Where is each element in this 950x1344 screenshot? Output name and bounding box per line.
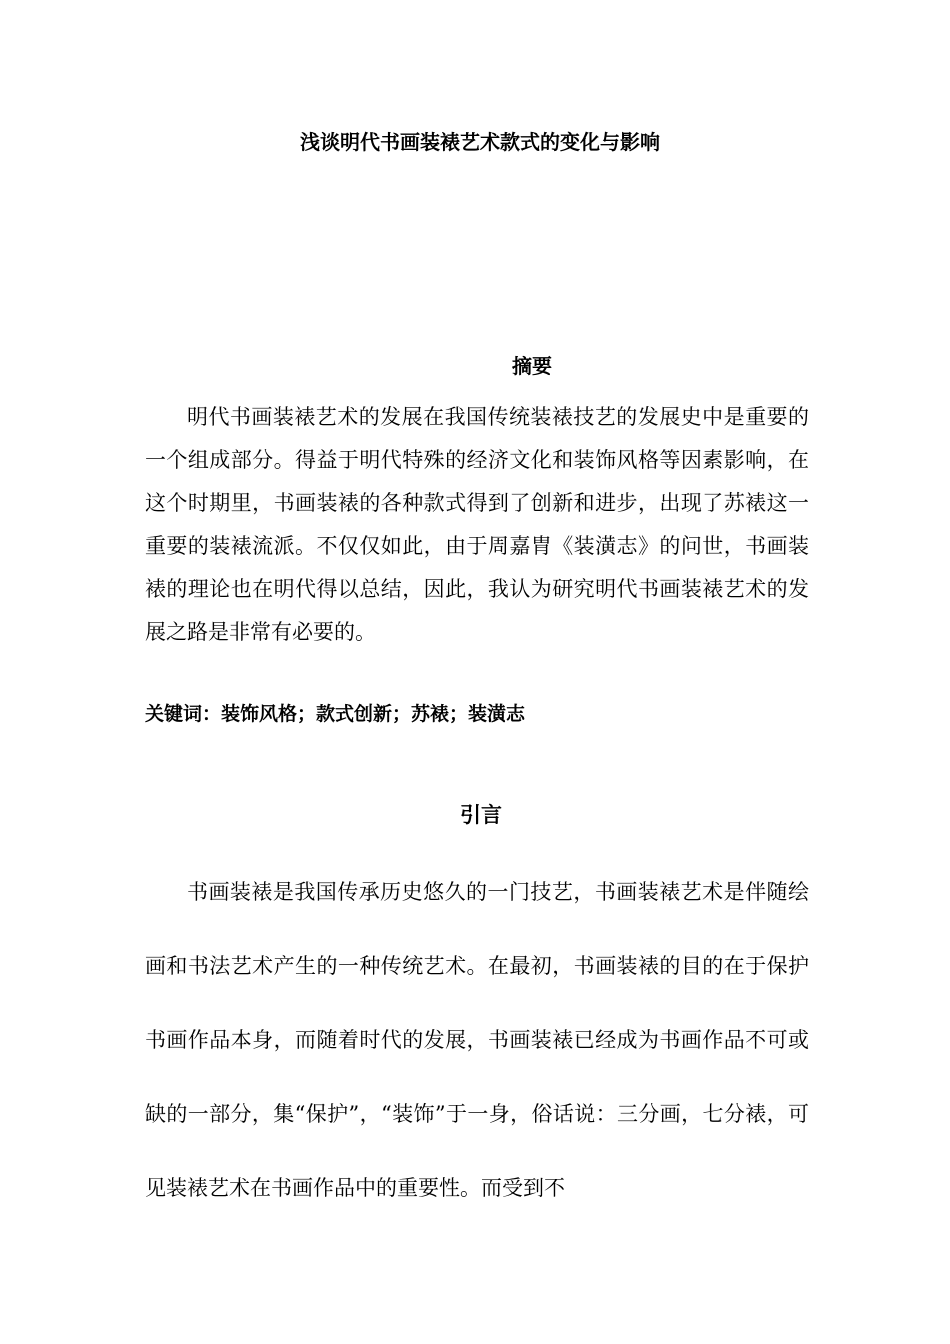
introduction-heading: 引言	[460, 802, 502, 827]
keywords-line: 关键词：装饰风格；款式创新；苏裱；装潢志	[145, 703, 526, 725]
abstract-body: 明代书画装裱艺术的发展在我国传统装裱技艺的发展史中是重要的一个组成部分。得益于明代特殊的经济文化和装饰风格等因素影响，在这个时期里，书画装裱的各种款式得到了创新和进步，出现了苏裱这一重要的装裱流派。不仅仅如此，由于周嘉胄《装潢志》的问世，书画装裱的理论也在明代得以总结，因此，我认为研究明代书画装裱艺术的发展之路是非常有必要的。	[145, 405, 809, 644]
abstract-heading: 摘要	[512, 354, 552, 378]
introduction-body: 书画装裱是我国传承历史悠久的一门技艺，书画装裱艺术是伴随绘画和书法艺术产生的一种传统艺术。在最初，书画装裱的目的在于保护书画作品本身，而随着时代的发展，书画装裱已经成为书画作品不可或缺的一部分，集“保护”，“装饰”于一身，俗话说：三分画，七分裱，可见装裱艺术在书画作品中的重要性。而受到不	[145, 880, 809, 1200]
document-title: 浅谈明代书画装裱艺术款式的变化与影响	[300, 130, 660, 154]
